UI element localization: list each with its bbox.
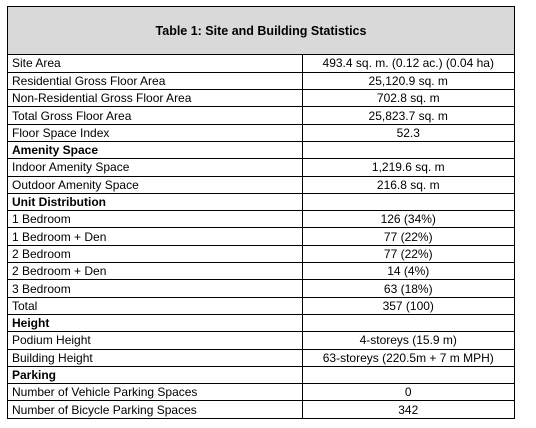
row-value: 216.8 sq. m: [302, 176, 514, 193]
table-row: [8, 332, 514, 349]
row-value: 63 (18%): [302, 280, 514, 297]
row-value: 4-storeys (15.9 m): [302, 332, 514, 349]
table-row: [8, 280, 514, 297]
section-header-row: [8, 366, 514, 383]
row-label: Number of Vehicle Parking Spaces: [8, 384, 302, 401]
table-row: [8, 349, 514, 366]
table-row: [8, 263, 514, 280]
table-title-cell: [8, 7, 514, 55]
section-label: Unit Distribution: [8, 193, 302, 210]
table-body: [8, 55, 514, 418]
row-label: Indoor Amenity Space: [8, 159, 302, 176]
row-label: Outdoor Amenity Space: [8, 176, 302, 193]
row-label: 1 Bedroom + Den: [8, 228, 302, 245]
row-label: Podium Height: [8, 332, 302, 349]
statistics-table: [7, 6, 515, 419]
table-row: [8, 176, 514, 193]
section-header-row: [8, 314, 514, 331]
table-row: [8, 228, 514, 245]
table-row: [8, 245, 514, 262]
row-value: 342: [302, 401, 514, 418]
row-value: [302, 314, 514, 331]
statistics-grid: [8, 55, 514, 418]
table-row: [8, 401, 514, 418]
row-label: Residential Gross Floor Area: [8, 72, 302, 89]
row-value: 25,120.9 sq. m: [302, 72, 514, 89]
row-value: 0: [302, 384, 514, 401]
table-row: [8, 55, 514, 72]
table-row: [8, 72, 514, 89]
row-value: [302, 141, 514, 158]
row-value: 77 (22%): [302, 245, 514, 262]
table-row: [8, 107, 514, 124]
section-header-row: [8, 141, 514, 158]
row-value: 1,219.6 sq. m: [302, 159, 514, 176]
table-title: Table 1: Site and Building Statistics: [155, 23, 367, 38]
row-value: 25,823.7 sq. m: [302, 107, 514, 124]
row-value: 357 (100): [302, 297, 514, 314]
row-value: 77 (22%): [302, 228, 514, 245]
row-label: Non-Residential Gross Floor Area: [8, 90, 302, 107]
table-row: [8, 297, 514, 314]
row-label: Total Gross Floor Area: [8, 107, 302, 124]
row-label: Floor Space Index: [8, 124, 302, 141]
row-value: 63-storeys (220.5m + 7 m MPH): [302, 349, 514, 366]
row-value: 14 (4%): [302, 263, 514, 280]
row-label: 3 Bedroom: [8, 280, 302, 297]
section-header-row: [8, 193, 514, 210]
row-label: Site Area: [8, 55, 302, 72]
row-label: Number of Bicycle Parking Spaces: [8, 401, 302, 418]
row-label: 1 Bedroom: [8, 211, 302, 228]
row-value: 52.3: [302, 124, 514, 141]
row-label: Total: [8, 297, 302, 314]
row-value: 702.8 sq. m: [302, 90, 514, 107]
row-value: [302, 366, 514, 383]
table-row: [8, 159, 514, 176]
row-value: 493.4 sq. m. (0.12 ac.) (0.04 ha): [302, 55, 514, 72]
row-label: 2 Bedroom + Den: [8, 263, 302, 280]
row-value: 126 (34%): [302, 211, 514, 228]
table-row: [8, 90, 514, 107]
row-label: 2 Bedroom: [8, 245, 302, 262]
table-row: [8, 211, 514, 228]
section-label: Height: [8, 314, 302, 331]
row-value: [302, 193, 514, 210]
section-label: Amenity Space: [8, 141, 302, 158]
row-label: Building Height: [8, 349, 302, 366]
table-row: [8, 124, 514, 141]
section-label: Parking: [8, 366, 302, 383]
table-row: [8, 384, 514, 401]
